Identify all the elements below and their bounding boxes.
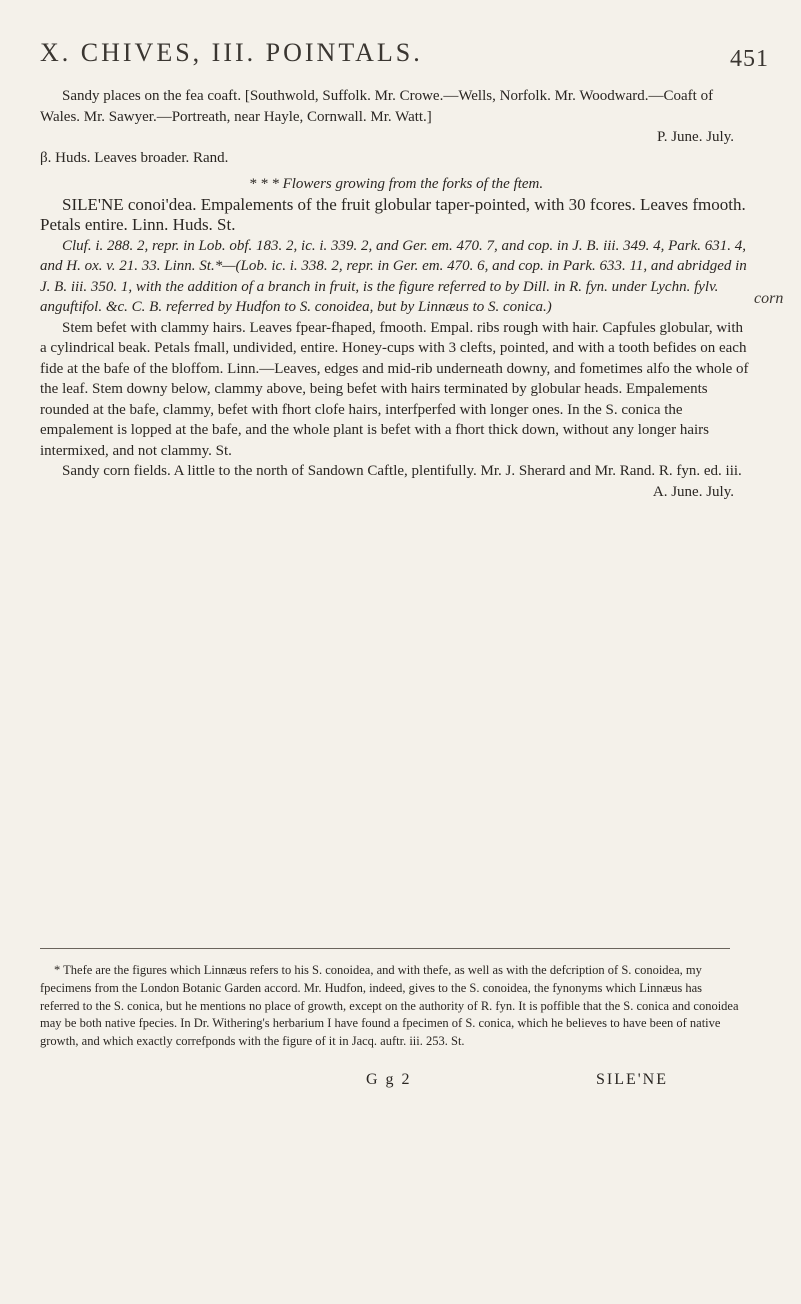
footnote [40, 962, 740, 1051]
page-number: 451 [730, 46, 769, 72]
section-heading: * * * Flowers growing from the forks of the ftem. [248, 176, 544, 192]
footnote-rule [40, 948, 730, 949]
flowering-time-2: A. June. July. [652, 483, 734, 500]
footnote-text: * Thefe are the figures which Linnæus refers to his S. conoidea, and with thefe, as well as with the defcription of S. conoidea, my fpecimens from the London Botanic Garden accord. Mr. Hudfon, indeed, gives to the S. conoidea, the fynonyms which Linnæus has referred to the S. conica, but he mentions no place of growth, except on the authority of R. fyn. It is poffible that the S. conica and conoidea may be both native fpecies. In Dr. Withering's herbarium I have found a fpecimen of S. conica, which he believes to have been of native growth, and which exactly correfponds with the figure of it in Jacq. auftr. iii. 253. St. [40, 963, 739, 1049]
catchword: SILE'NE [596, 1071, 668, 1088]
species-description: SILE'NE conoi'dea. Empalements of the fruit globular taper-pointed, with 30 fcores. Leaves fmooth. Petals entire. Linn. Huds. St. [40, 194, 746, 234]
signature-mark: G g 2 [366, 1071, 412, 1088]
main-text [40, 86, 752, 502]
running-head: X. CHIVES, III. POINTALS. [40, 38, 423, 67]
flowering-time: P. June. July. [657, 129, 734, 145]
description-paragraph: Stem befet with clammy hairs. Leaves fpear-fhaped, fmooth. Empal. ribs rough with hair. Capfules globular, with a cylindrical beak. Petals fmall, undivided, entire. Honey-cups with 3 clefts, pointed, and with a tooth befides on each fide at the bafe of the bloffom. Linn.—Leaves, edges and mid-rib underneath downy, and fometimes alfo the whole of the leaf. Stem downy below, clammy above, being befet with hairs terminated by globular heads. Empalements rounded at the bafe, clammy, befet with fhort clofe hairs, interfperfed with longer ones. In the S. conica the empalement is lopped at the bafe, and the whole plant is befet with a fhort thick down, without any longer hairs intermixed, and not clammy. St. [40, 319, 749, 459]
margin-note: corn [754, 290, 784, 307]
variety-beta: β. Huds. Leaves broader. Rand. [40, 149, 229, 166]
synonymy-paragraph: Cluf. i. 288. 2, repr. in Lob. obf. 183. 2, ic. i. 339. 2, and Ger. em. 470. 7, and cop. in J. B. iii. 349. 4, Park. 631. 4, and H. ox. v. 21. 33. Linn. St.*—(Lob. ic. i. 338. 2, repr. in Ger. em. 470. 6, and cop. in Park. 633. 11, and abridged in J. B. iii. 350. 1, with the addition of a branch in fruit, is the figure referred to by Dill. in R. fyn. under Lychn. fylv. anguftifol. &c. C. B. referred by Hudfon to S. conoidea, but by Linnæus to S. conica.) [40, 237, 747, 315]
locality-paragraph: Sandy corn fields. A little to the north of Sandown Caftle, plentifully. Mr. J. Sherard and Mr. Rand. R. fyn. ed. iii. [62, 463, 742, 479]
habitat-paragraph: Sandy places on the fea coaft. [Southwold, Suffolk. Mr. Crowe.—Wells, Norfolk. Mr. Woodward.—Coaft of Wales. Mr. Sawyer.—Portreath, near Hayle, Cornwall. Mr. Watt.] [40, 88, 714, 125]
